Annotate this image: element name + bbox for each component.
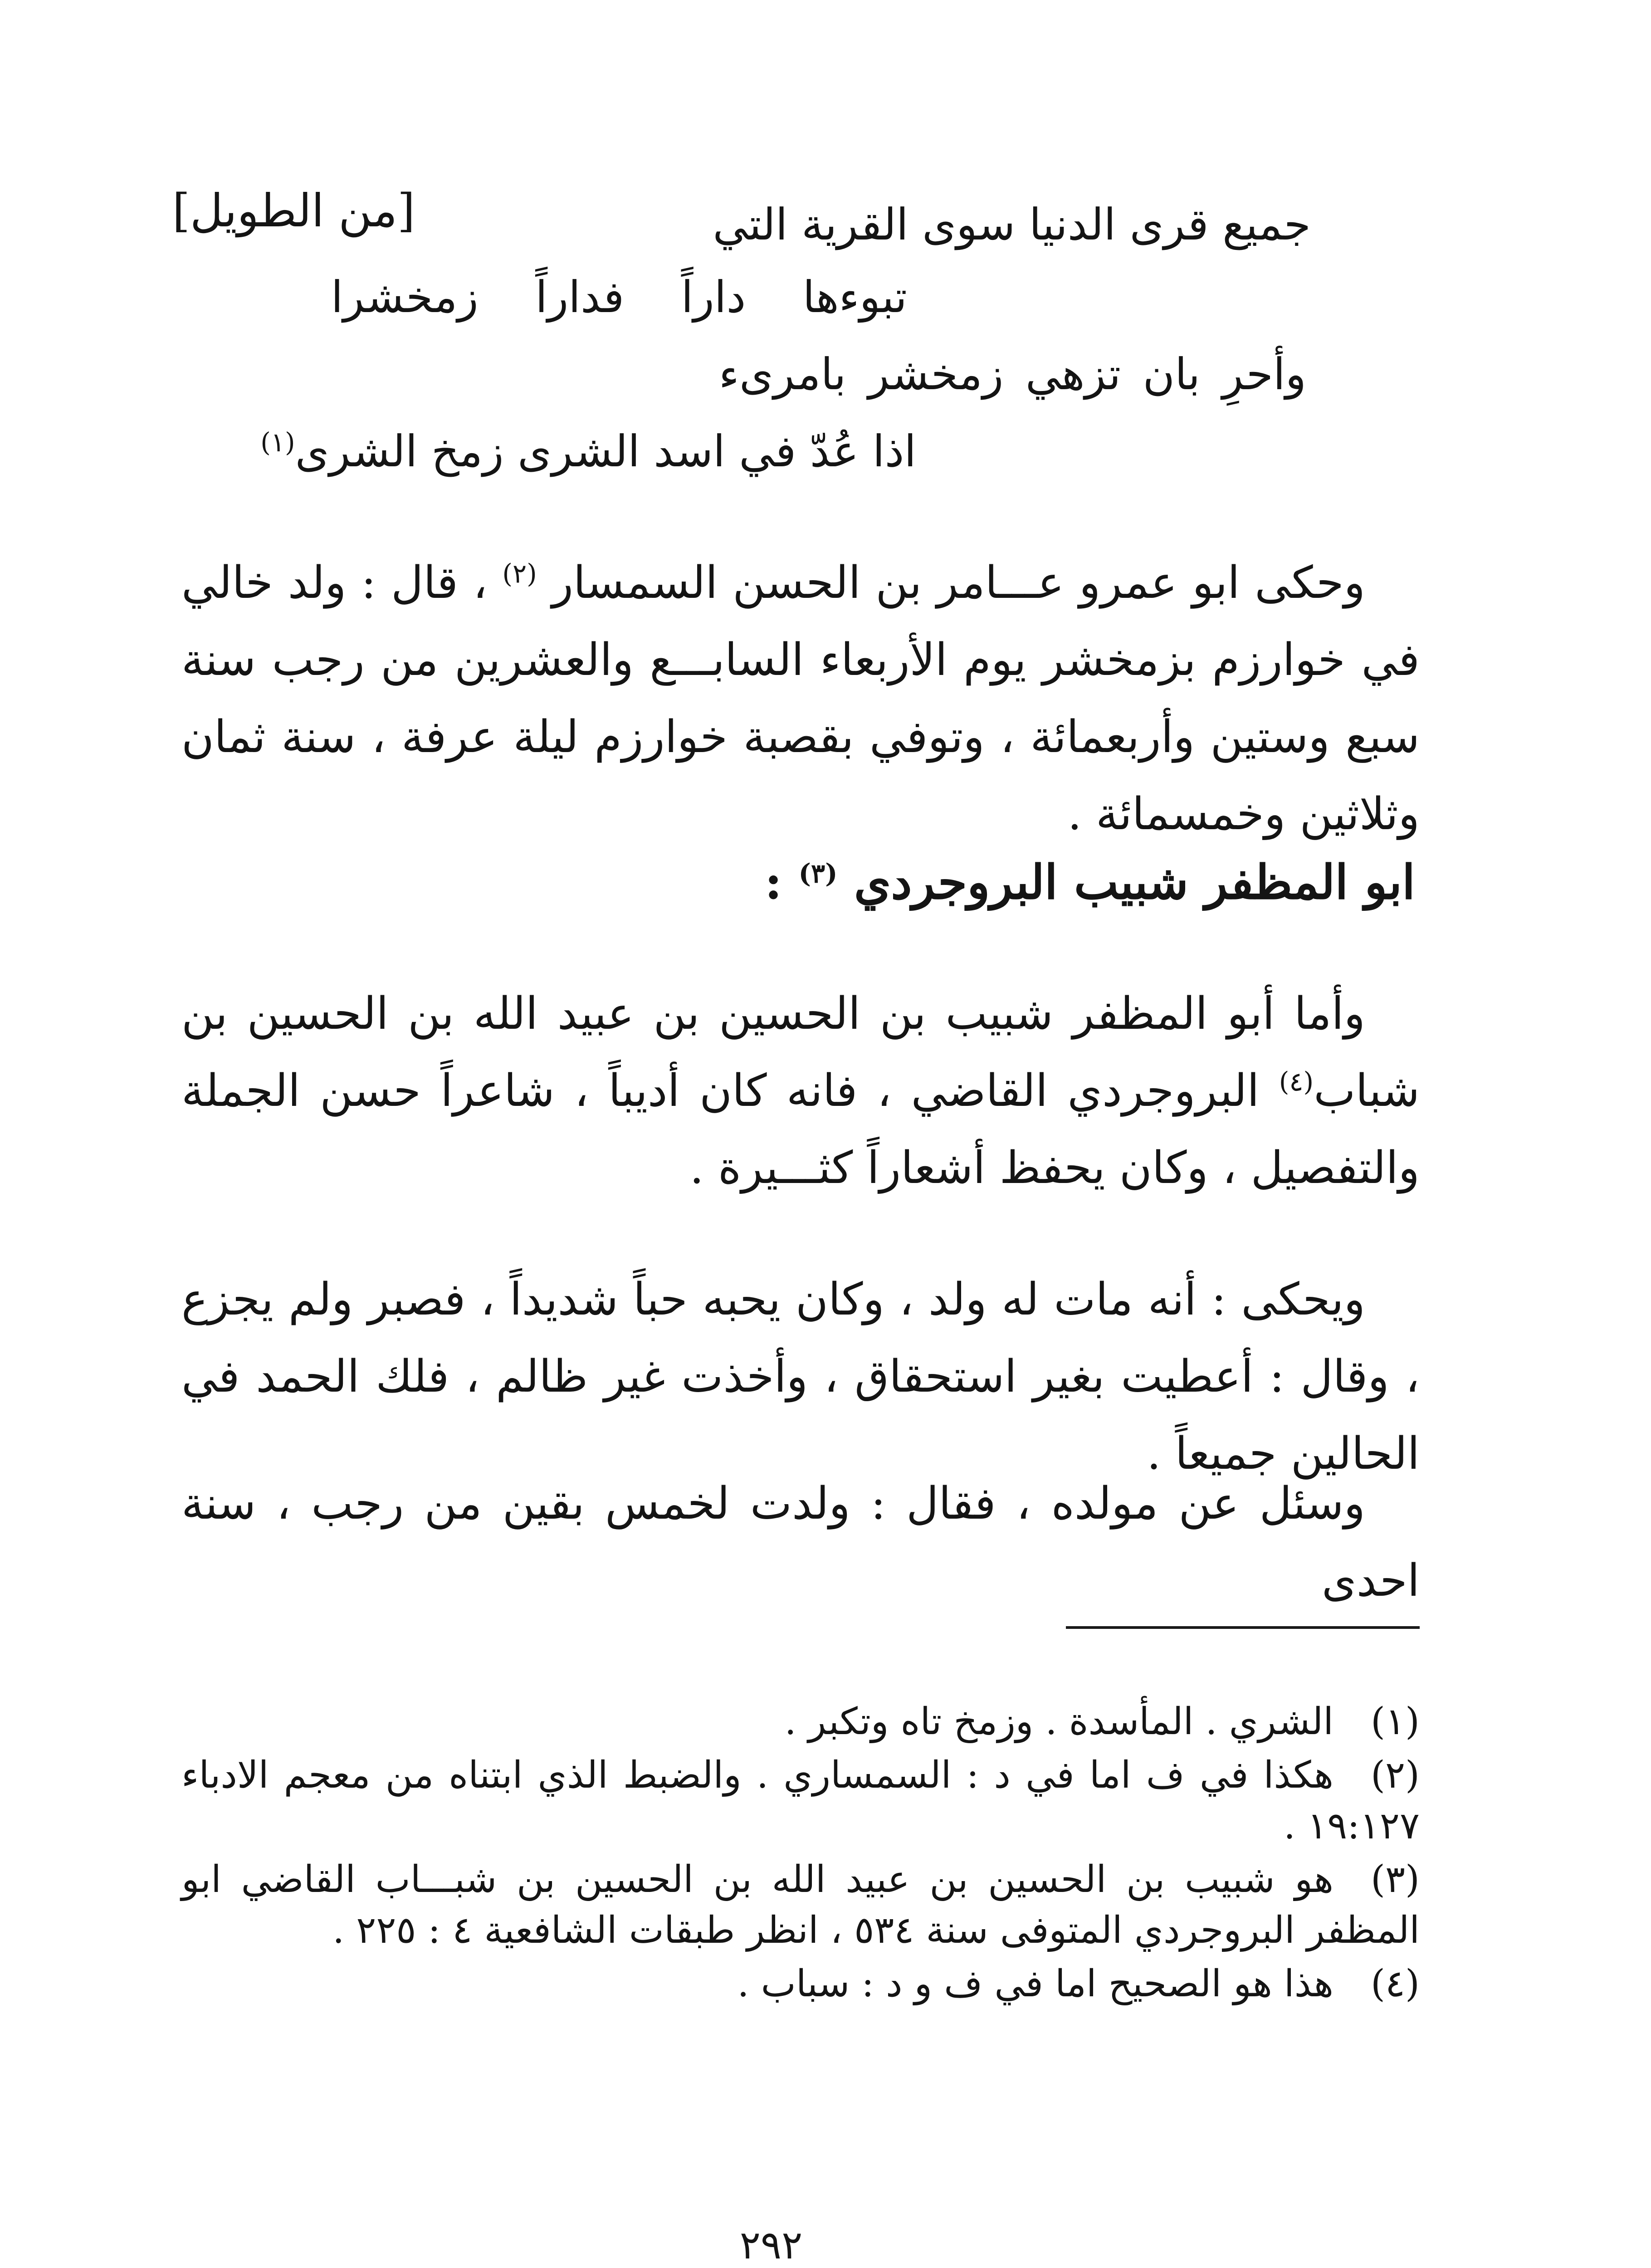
- paragraph-birth-date: [181, 1465, 1420, 1619]
- paragraph-3-text: ويحكى : أنه مات له ولد ، وكان يحبه حباً شديداً ، فصبر ولم يجزع ، وقال : أعطيت بغير استحقاق ، وأخذت غير ظالم ، فلك الحمد في الحالين جميعاً .: [181, 1274, 1420, 1480]
- paragraph-2-text-a: وأما أبو المظفر شبيب بن الحسين بن عبيد الله بن الحسين بن شباب: [181, 988, 1420, 1117]
- section-heading-text: ابو المظفر شبيب البروجردي: [854, 854, 1415, 910]
- poem-line-2: تبوءها داراً فداراً زمخشرا: [331, 272, 907, 323]
- paragraph-biography: [181, 975, 1420, 1207]
- footnote-ref-4: (٤): [1279, 1066, 1314, 1097]
- footnote-ref-1: (١): [260, 427, 295, 458]
- footnote-number: (٤): [1370, 1962, 1420, 2005]
- footnote-1: [181, 1696, 1420, 1747]
- section-heading: [765, 844, 1415, 921]
- footnote-text: هذا هو الصحيح اما في ف و د : سباب .: [737, 1962, 1334, 2005]
- paragraph-4-text: وسئل عن مولده ، فقال : ولدت لخمس بقين من رجب ، سنة احدى: [181, 1478, 1420, 1607]
- paragraph-1-text-a: وحكى ابو عمرو عـــامر بن الحسن السمسار: [552, 557, 1366, 609]
- footnote-4: [181, 1959, 1420, 2009]
- footnote-ref-3: (٣): [798, 858, 838, 889]
- footnote-separator: [1066, 1626, 1420, 1629]
- poem-line-4: [260, 417, 916, 485]
- poem-line-3: وأحرِ بان تزهي زمخشر بامرىء: [718, 349, 1306, 400]
- paragraph-1-text-b: ، قال : ولد خالي في خوارزم بزمخشر يوم الأربعاء السابـــع والعشرين من رجب سنة سبع وستين وأربعمائة ، وتوفي بقصبة خوارزم ليلة عرفة ، سنة ثمان وثلاثين وخمسمائة .: [181, 557, 1420, 840]
- footnote-ref-2: (٢): [502, 558, 537, 589]
- footnote-text: الشري . المأسدة . وزمخ تاه وتكبر .: [784, 1700, 1334, 1743]
- footnote-number: (٣): [1370, 1858, 1420, 1901]
- paragraph-birth-death: [181, 544, 1420, 853]
- page-number: ٢٩٢: [739, 2223, 803, 2268]
- footnote-number: (٢): [1370, 1754, 1420, 1797]
- footnote-3: [181, 1854, 1420, 1956]
- poem-meter-label: [من الطويل]: [172, 184, 415, 237]
- footnote-text: هكذا في ف اما في د : السمساري . والضبط الذي ابتناه من معجم الادباء ١٩:١٢٧ .: [181, 1754, 1420, 1848]
- footnotes: [181, 1696, 1420, 2012]
- poem-line-1: جميع قرى الدنيا سوى القرية التي: [713, 199, 1311, 250]
- footnote-number: (١): [1370, 1700, 1420, 1743]
- footnote-2: [181, 1750, 1420, 1852]
- poem-line-4-text: اذا عُدّ في اسد الشرى زمخ الشرى: [295, 426, 916, 477]
- footnote-text: هو شبيب بن الحسين بن عبيد الله بن الحسين بن شبـــاب القاضي ابو المظفر البروجردي المتوفى سنة ٥٣٤ ، انظر طبقات الشافعية ٤ : ٢٢٥ .: [181, 1858, 1420, 1952]
- paragraph-anecdote: [181, 1261, 1420, 1492]
- section-heading-suffix: :: [764, 854, 799, 910]
- paragraph-2-text-b: البروجردي القاضي ، فانه كان أديباً ، شاعراً حسن الجملة والتفصيل ، وكان يحفظ أشعاراً كثـــيرة .: [181, 1065, 1420, 1194]
